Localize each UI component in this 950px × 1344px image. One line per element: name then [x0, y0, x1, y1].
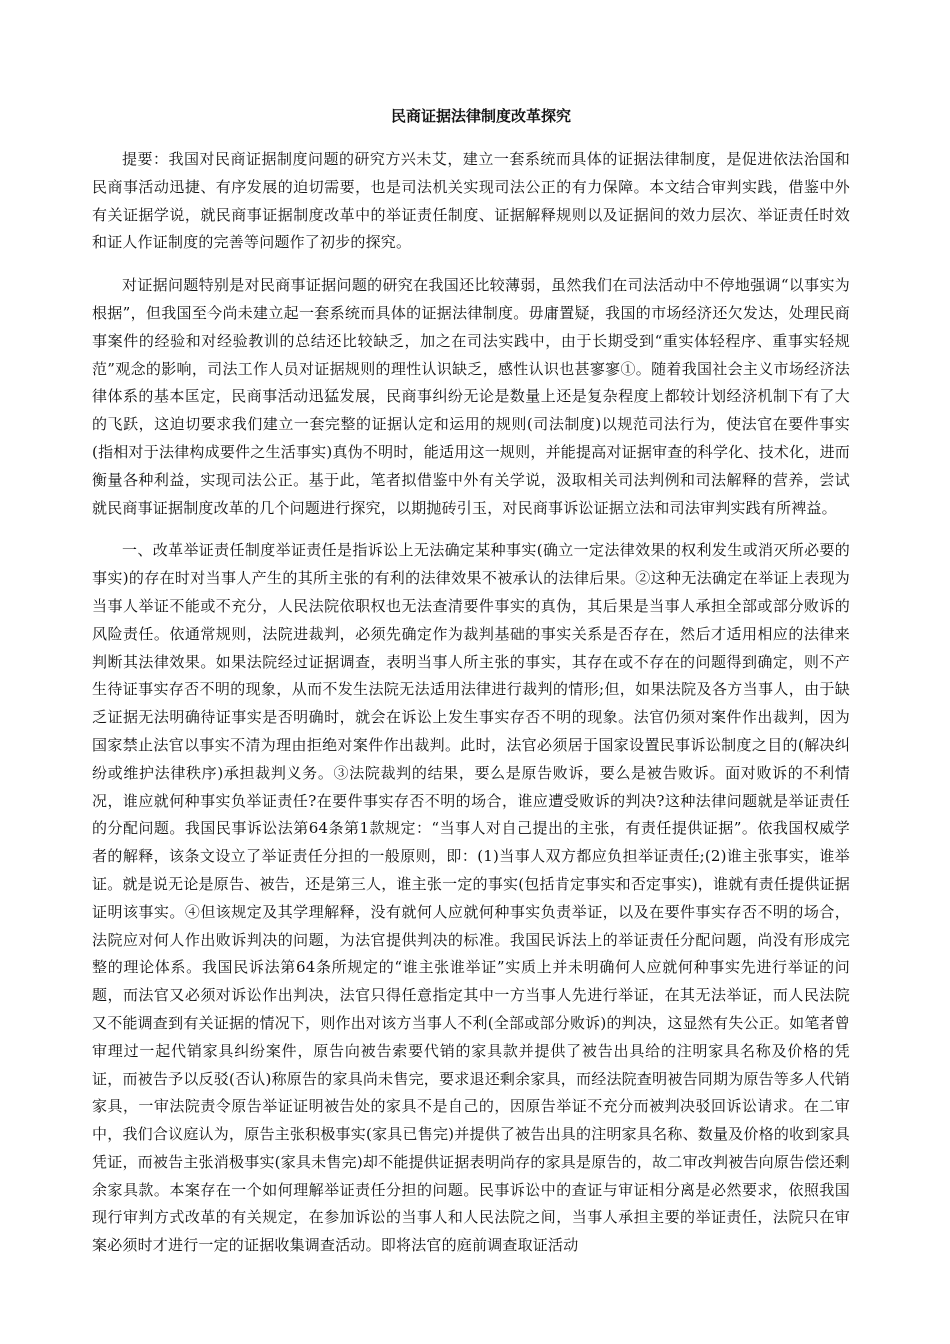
burden-of-proof-paragraph: 一、改革举证责任制度举证责任是指诉讼上无法确定某种事实(确立一定法律效果的权利发生或消灭所必要的事实)的存在时对当事人产生的其所主张的有利的法律效果不被承认的法律后果。②这种无法确定在举证上表现为当事人举证不能或不充分，人民法院依职权也无法查清要件事实的真伪，其后果是当事人承担全部或部分败诉的风险责任。依通常规则，法院进裁判，必须先确定作为裁判基础的事实关系是否存在，然后才适用相应的法律来判断其法律效果。如果法院经过证据调查，表明当事人所主张的事实，其存在或不存在的问题得到确定，则不产生待证事实存否不明的现象，从而不发生法院无法适用法律进行裁判的情形;但，如果法院及各方当事人，由于缺乏证据无法明确待证事实是否明确时，就会在诉讼上发生事实存否不明的现象。法官仍须对案件作出裁判，因为国家禁止法官以事实不清为理由拒绝对案件作出裁判。此时，法官必须居于国家设置民事诉讼制度之目的(解决纠纷或维护法律秩序)承担裁判义务。③法院裁判的结果，要么是原告败诉，要么是被告败诉。面对败诉的不利情况，谁应就何种事实负举证责任?在要件事实存否不明的场合，谁应遭受败诉的判决?这种法律问题就是举证责任的分配问题。我国民事诉讼法第64条第1款规定：“当事人对自己提出的主张，有责任提供证据”。依我国权威学者的解释，该条文设立了举证责任分担的一般原则，即：(1)当事人双方都应负担举证责任;(2)谁主张事实，谁举证。就是说无论是原告、被告，还是第三人，谁主张一定的事实(包括肯定事实和否定事实)，谁就有责任提供证据证明该事实。④但该规定及其学理解释，没有就何人应就何种事实负责举证，以及在要件事实存否不明的场合，法院应对何人作出败诉判决的问题，为法官提供判决的标准。我国民诉法上的举证责任分配问题，尚没有形成完整的理论体系。我国民诉法第64条所规定的“谁主张谁举证”实质上并未明确何人应就何种事实先进行举证的问题，而法官又必须对诉讼作出判决，法官只得任意指定其中一方当事人先进行举证，在其无法举证，而人民法院又不能调查到有关证据的情况下，则作出对该方当事人不利(全部或部分败诉)的判决，这显然有失公正。如笔者曾审理过一起代销家具纠纷案件，原告向被告索要代销的家具款并提供了被告出具给的注明家具名称及价格的凭证，而被告予以反驳(否认)称原告的家具尚未售完，要求退还剩余家具，而经法院查明被告同期为原告等多人代销家具，一审法院责令原告举证证明被告处的家具不是自己的，因原告举证不充分而被判决驳回诉讼请求。在二审中，我们合议庭认为，原告主张积极事实(家具已售完)并提供了被告出具的注明家具名称、数量及价格的收到家具凭证，而被告主张消极事实(家具未售完)却不能提供证据表明尚存的家具是原告的，故二审改判被告向原告偿还剩余家具款。本案存在一个如何理解举证责任分担的问题。民事诉讼中的查证与审证相分离是必然要求，依照我国现行审判方式改革的有关规定，在参加诉讼的当事人和人民法院之间，当事人承担主要的举证责任，法院只在审案必须时才进行一定的证据收集调查活动。即将法官的庭前调查取证活动: [92, 541, 850, 1255]
abstract-paragraph: 提要：我国对民商证据制度问题的研究方兴未艾，建立一套系统而具体的证据法律制度，是促进依法治国和民商事活动迅捷、有序发展的迫切需要，也是司法机关实现司法公正的有力保障。本文结合审判实践，借鉴中外有关证据学说，就民商事证据制度改革中的举证责任制度、证据解释规则以及证据间的效力层次、举证责任时效和证人作证制度的完善等问题作了初步的探究。: [92, 150, 850, 252]
intro-paragraph: 对证据问题特别是对民商事证据问题的研究在我国还比较薄弱，虽然我们在司法活动中不停地强调“以事实为根据”，但我国至今尚未建立起一套系统而具体的证据法律制度。毋庸置疑，我国的市场经济还欠发达，处理民商事案件的经验和对经验教训的总结还比较缺乏，加之在司法实践中，由于长期受到“重实体轻程序、重事实轻规范”观念的影响，司法工作人员对证据规则的理性认识缺乏，感性认识也甚寥寥①。随着我国社会主义市场经济法律体系的基本匡定，民商事活动迅猛发展，民商事纠纷无论是数量上还是复杂程度上都较计划经济机制下有了大的飞跃，这迫切要求我们建立一套完整的证据认定和运用的规则(司法制度)以规范司法行为，使法官在要件事实(指相对于法律构成要件之生活事实)真伪不明时，能适用这一规则，并能提高对证据审查的科学化、技术化，进而衡量各种利益，实现司法公正。基于此，笔者拟借鉴中外有关学说，汲取相关司法判例和司法解释的营养，尝试就民商事证据制度改革的几个问题进行探究，以期抛砖引玉，对民商事诉讼证据立法和司法审判实践有所裨益。: [92, 276, 850, 517]
document-title: 民商证据法律制度改革探究: [390, 107, 571, 125]
